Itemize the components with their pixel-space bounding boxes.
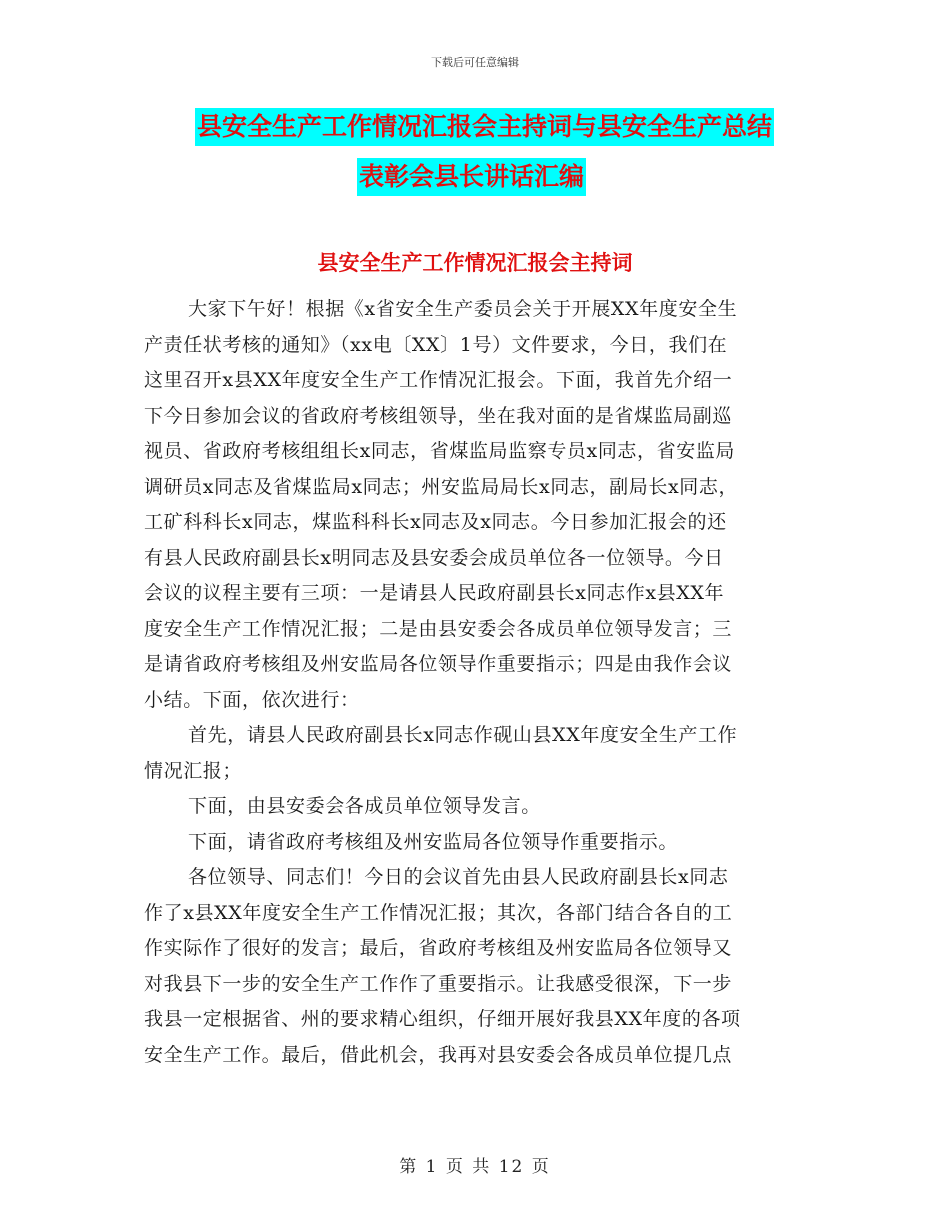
paragraph-line: 下今日参加会议的省政府考核组领导，坐在我对面的是省煤监局副巡	[144, 404, 733, 427]
paragraph-line: 产责任状考核的通知》（xx电〔XX〕1号）文件要求，今日，我们在	[144, 333, 728, 356]
paragraph-line: 下面，由县安委会各成员单位领导发言。	[188, 795, 541, 817]
paragraph-line: 视员、省政府考核组组长x同志，省煤监局监察专员x同志，省安监局	[144, 440, 736, 462]
page-footer: 第 1 页 共 12 页	[399, 1157, 551, 1177]
paragraph-line: 作了x县XX年度安全生产工作情况汇报；其次，各部门结合各自的工	[144, 901, 733, 924]
paragraph-line: 大家下午好！根据《x省安全生产委员会关于开展XX年度安全生	[188, 298, 738, 320]
paragraph-line: 我县一定根据省、州的要求精心组织，仔细开展好我县XX年度的各项	[144, 1008, 741, 1030]
paragraph-line: 对我县下一步的安全生产工作作了重要指示。让我感受很深，下一步	[144, 972, 733, 995]
paragraph-line: 下面，请省政府考核组及州安监局各位领导作重要指示。	[188, 830, 679, 853]
paragraph-line: 各位领导、同志们！今日的会议首先由县人民政府副县长x同志	[188, 866, 729, 888]
paragraph-line: 小结。下面，依次进行：	[144, 688, 360, 711]
paragraph-line: 工矿科科长x同志，煤监科科长x同志及x同志。今日参加汇报会的还	[144, 511, 727, 533]
paragraph-line: 安全生产工作。最后，借此机会，我再对县安委会各成员单位提几点	[144, 1043, 733, 1066]
paragraph-line: 作实际作了很好的发言；最后，省政府考核组及州安监局各位领导又	[144, 937, 733, 959]
paragraph-line: 调研员x同志及省煤监局x同志；州安监局局长x同志，副局长x同志，	[144, 475, 739, 498]
paragraph-line: 首先，请县人民政府副县长x同志作砚山县XX年度安全生产工作	[188, 724, 738, 746]
header-note: 下载后可任意编辑	[431, 56, 519, 69]
paragraph-line: 会议的议程主要有三项：一是请县人民政府副县长x同志作x县XX年	[144, 582, 725, 604]
section-title: 县安全生产工作情况汇报会主持词	[317, 251, 633, 275]
paragraph-line: 有县人民政府副县长x明同志及县安委会成员单位各一位领导。今日	[144, 546, 724, 569]
paragraph-line: 情况汇报；	[144, 759, 243, 782]
main-title-line-2: 表彰会县长讲话汇编	[357, 158, 586, 196]
main-title-line-1: 县安全生产工作情况汇报会主持词与县安全生产总结	[195, 108, 774, 146]
paragraph-line: 是请省政府考核组及州安监局各位领导作重要指示；四是由我作会议	[144, 653, 733, 675]
paragraph-line: 度安全生产工作情况汇报；二是由县安委会各成员单位领导发言；三	[144, 617, 733, 640]
body-text	[144, 292, 824, 1073]
paragraph-line: 这里召开x县XX年度安全生产工作情况汇报会。下面，我首先介绍一	[144, 369, 733, 391]
